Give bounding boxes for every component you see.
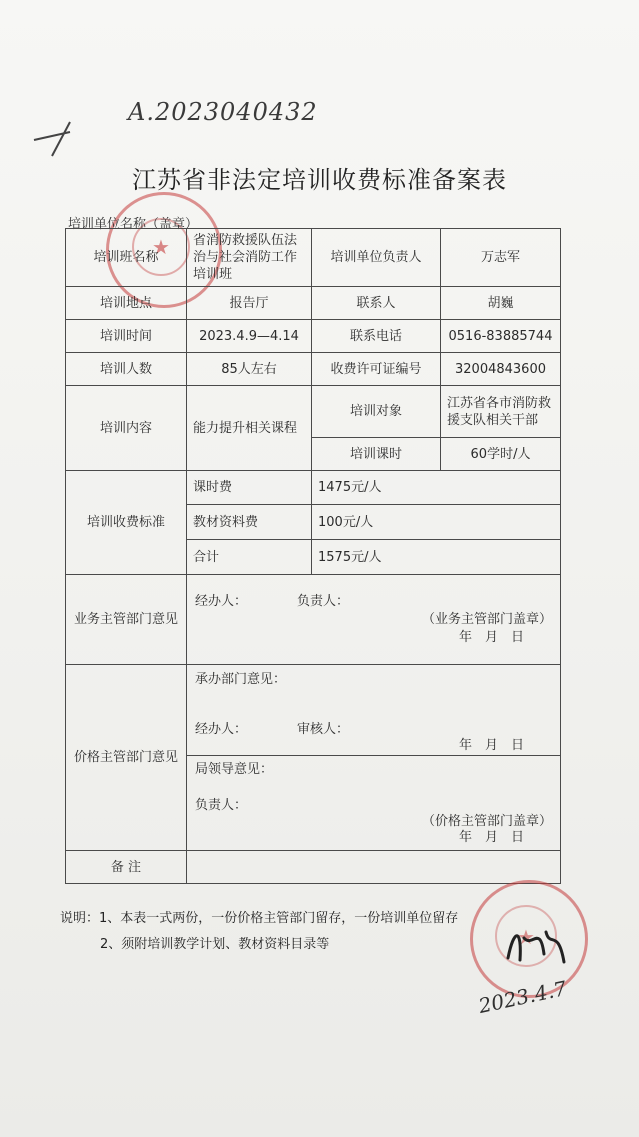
fee-row-value: 100元/人 xyxy=(312,505,561,540)
price-stamp-label: （价格主管部门盖章） xyxy=(421,814,552,829)
handwritten-date: 2023.4.7 xyxy=(476,976,569,1018)
business-opinion-cell xyxy=(187,575,561,665)
target-value: 江苏省各市消防救援支队相关干部 xyxy=(441,386,561,438)
fee-standard-label: 培训收费标准 xyxy=(66,471,187,575)
opinion-divider xyxy=(187,755,560,756)
contact-value: 胡巍 xyxy=(441,287,561,320)
phone-label: 联系电话 xyxy=(312,320,441,353)
handwritten-slash-mark xyxy=(30,118,80,158)
business-handler-label: 经办人： xyxy=(195,594,248,609)
location-label: 培训地点 xyxy=(66,287,187,320)
contact-label: 联系人 xyxy=(312,287,441,320)
handwritten-signature xyxy=(500,918,570,978)
price-date-1: 年 月 日 xyxy=(458,738,524,753)
svg-text:★: ★ xyxy=(517,925,535,949)
note-line-2: 2、须附培训教学计划、教材资料目录等 xyxy=(100,937,330,952)
price-date-2: 年 月 日 xyxy=(458,830,524,845)
responsible-value: 万志军 xyxy=(441,229,561,287)
price-handler-label: 经办人： xyxy=(195,722,248,737)
phone-value: 0516-83885744 xyxy=(441,320,561,353)
license-value: 32004843600 xyxy=(441,353,561,386)
remark-value xyxy=(187,851,561,884)
fee-row-label: 教材资料费 xyxy=(187,505,312,540)
fee-row-value: 1475元/人 xyxy=(312,471,561,505)
license-label: 收费许可证编号 xyxy=(312,353,441,386)
location-value: 报告厅 xyxy=(187,287,312,320)
business-stamp-label: （业务主管部门盖章） xyxy=(421,612,552,627)
fee-row-label: 课时费 xyxy=(187,471,312,505)
class-name-value: 省消防救援队伍法治与社会消防工作培训班 xyxy=(187,229,312,287)
hours-value: 60学时/人 xyxy=(441,438,561,471)
responsible-label: 培训单位负责人 xyxy=(312,229,441,287)
content-label: 培训内容 xyxy=(66,386,187,471)
handwritten-reference-number: A.2023040432 xyxy=(128,98,318,126)
price-leader-opinion-label: 局领导意见： xyxy=(195,762,274,777)
document-title: 江苏省非法定培训收费标准备案表 xyxy=(132,166,507,194)
svg-text:★: ★ xyxy=(152,235,170,259)
price-owner-label: 负责人： xyxy=(195,798,248,813)
price-opinion-cell xyxy=(187,665,561,851)
fee-row-label: 合计 xyxy=(187,540,312,575)
price-dept-label: 价格主管部门意见 xyxy=(66,665,187,851)
filing-form-table xyxy=(65,228,561,884)
target-label: 培训对象 xyxy=(312,386,441,438)
note-line-1: 说明：1、本表一式两份，一份价格主管部门留存，一份培训单位留存 xyxy=(60,911,459,926)
hours-label: 培训课时 xyxy=(312,438,441,471)
class-name-label: 培训班名称 xyxy=(66,229,187,287)
price-reviewer-label: 审核人： xyxy=(297,722,350,737)
time-label: 培训时间 xyxy=(66,320,187,353)
time-value: 2023.4.9—4.14 xyxy=(187,320,312,353)
business-owner-label: 负责人： xyxy=(297,594,350,609)
remark-label: 备 注 xyxy=(66,851,187,884)
training-unit-label: 培训单位名称（盖章） xyxy=(68,217,199,232)
count-value: 85人左右 xyxy=(187,353,312,386)
business-dept-label: 业务主管部门意见 xyxy=(66,575,187,665)
business-date: 年 月 日 xyxy=(458,630,524,645)
fee-row-value: 1575元/人 xyxy=(312,540,561,575)
count-label: 培训人数 xyxy=(66,353,187,386)
content-value: 能力提升相关课程 xyxy=(187,386,312,471)
price-dept-opinion-label: 承办部门意见： xyxy=(195,672,287,687)
